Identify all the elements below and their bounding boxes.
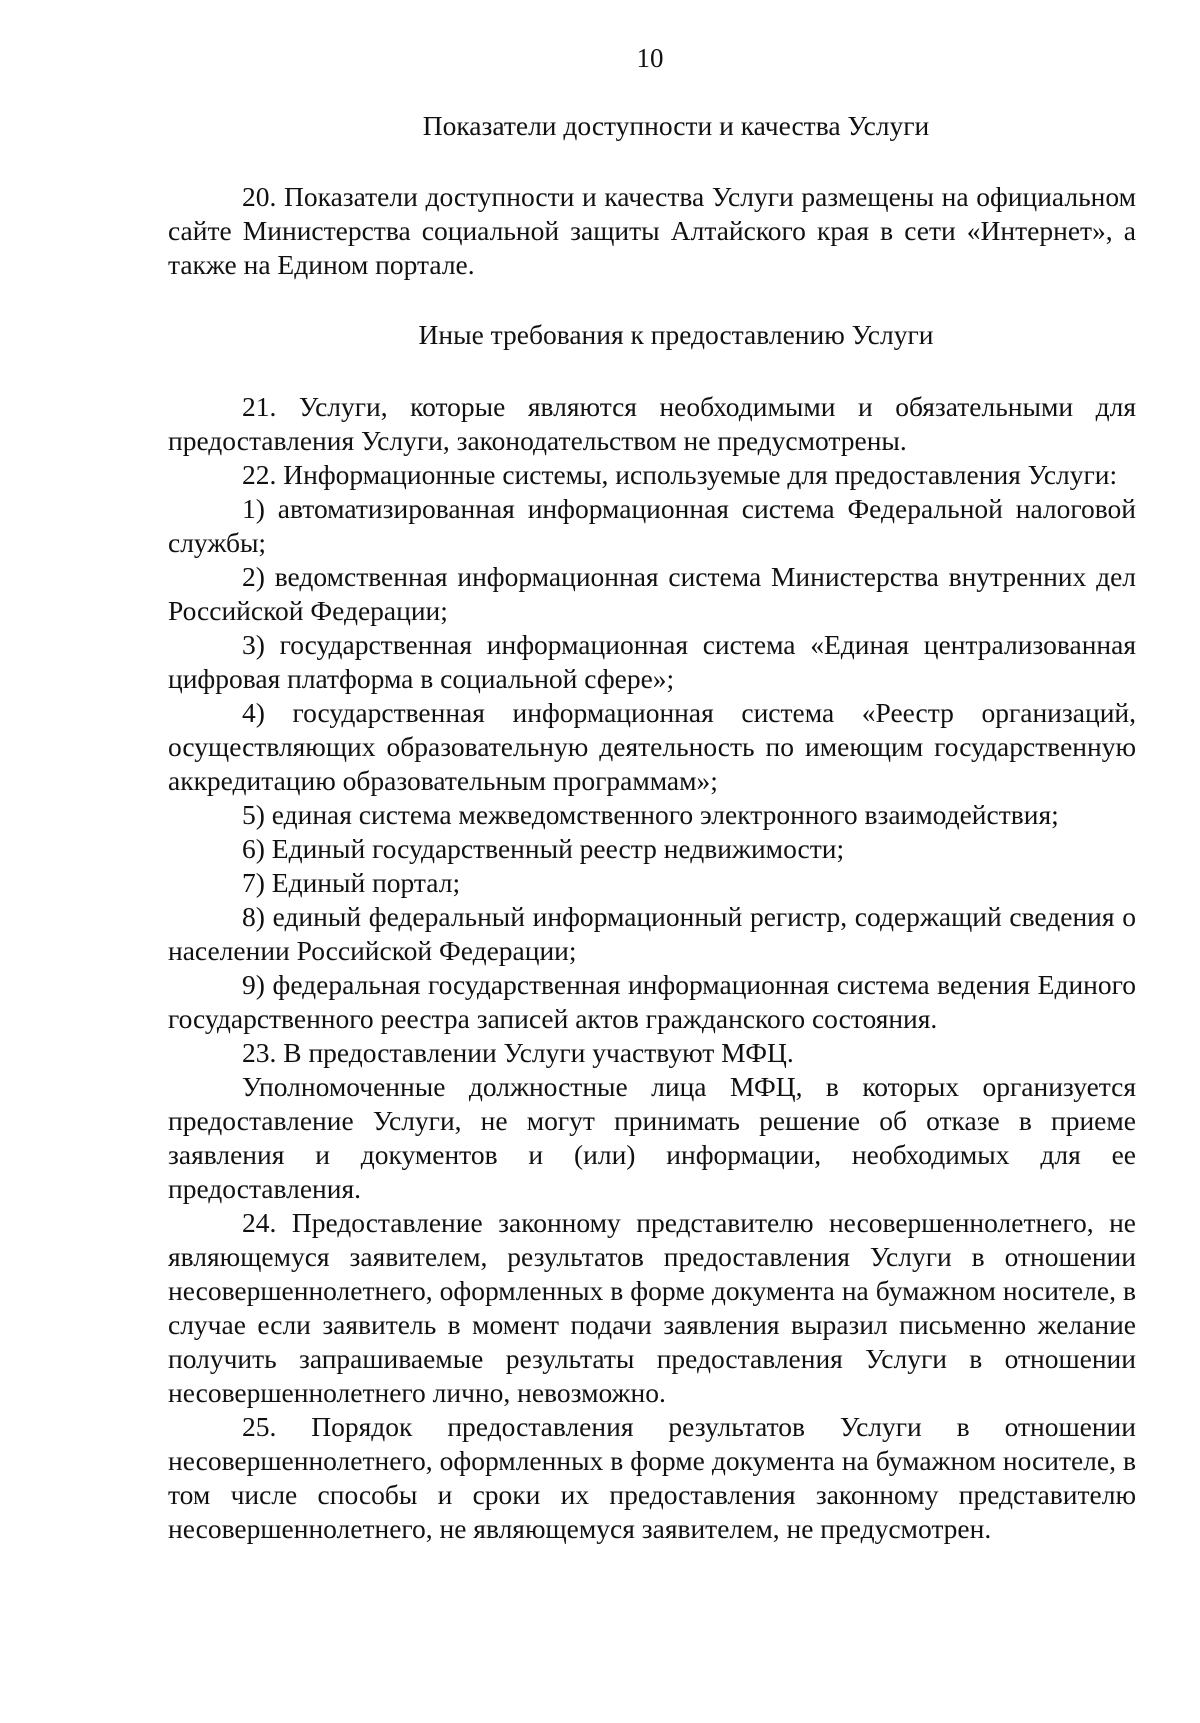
paragraph-20: 20. Показатели доступности и качества Услуги размещены на официальном сайте Министерства социальной защиты Алтайского края в сети «Интернет», а также на Едином портале.: [168, 181, 1136, 280]
list-item-3: 3) государственная информационная система «Единая централизованная цифровая платформа в социальной сфере»;: [168, 629, 1136, 694]
paragraph-23-mfc: Уполномоченные должностные лица МФЦ, в которых организуется предоставление Услуги, не могут принимать решение об отказе в приеме заявления и документов и (или) информации, необходимых для ее предоставления.: [168, 1071, 1136, 1204]
paragraph-23: 23. В предоставлении Услуги участвуют МФЦ.: [242, 1037, 794, 1068]
paragraph-25: 25. Порядок предоставления результатов Услуги в отношении несовершеннолетнего, оформленных в форме документа на бумажном носителе, в том числе способы и сроки их предоставления законному представителю несовершеннолетнего, не являющемуся заявителем, не предусмотрен.: [168, 1411, 1136, 1544]
list-item-8: 8) единый федеральный информационный регистр, содержащий сведения о населении Российской Федерации;: [168, 901, 1136, 966]
list-item-5: 5) единая система межведомственного электронного взаимодействия;: [242, 799, 1059, 830]
section-heading-other-requirements: Иные требования к предоставлению Услуги: [418, 319, 934, 350]
paragraph-21: 21. Услуги, которые являются необходимыми и обязательными для предоставления Услуги, законодательством не предусмотрены.: [168, 391, 1136, 456]
list-item-6: 6) Единый государственный реестр недвижимости;: [242, 833, 845, 864]
list-item-7: 7) Единый портал;: [242, 867, 461, 898]
list-item-9: 9) федеральная государственная информационная система ведения Единого государственного реестра записей актов гражданского состояния.: [168, 969, 1136, 1034]
list-item-2: 2) ведомственная информационная система Министерства внутренних дел Российской Федерации;: [168, 561, 1136, 626]
list-item-4: 4) государственная информационная система «Реестр организаций, осуществляющих образовательную деятельность по имеющим государственную аккредитацию образовательным программам»;: [168, 697, 1136, 796]
paragraph-24: 24. Предоставление законному представителю несовершеннолетнего, не являющемуся заявителем, результатов предоставления Услуги в отношении несовершеннолетнего, оформленных в форме документа на бумажном носителе, в случае если заявитель в момент подачи заявления выразил письменно желание получить запрашиваемые результаты предоставления Услуги в отношении несовершеннолетнего лично, невозможно.: [168, 1207, 1136, 1408]
document-body: [168, 109, 1136, 1546]
section-heading-availability: Показатели доступности и качества Услуги: [422, 110, 930, 141]
list-item-1: 1) автоматизированная информационная система Федеральной налоговой службы;: [168, 493, 1136, 558]
paragraph-22: 22. Информационные системы, используемые для предоставления Услуги:: [242, 459, 1118, 490]
page-number: 10: [636, 43, 664, 73]
